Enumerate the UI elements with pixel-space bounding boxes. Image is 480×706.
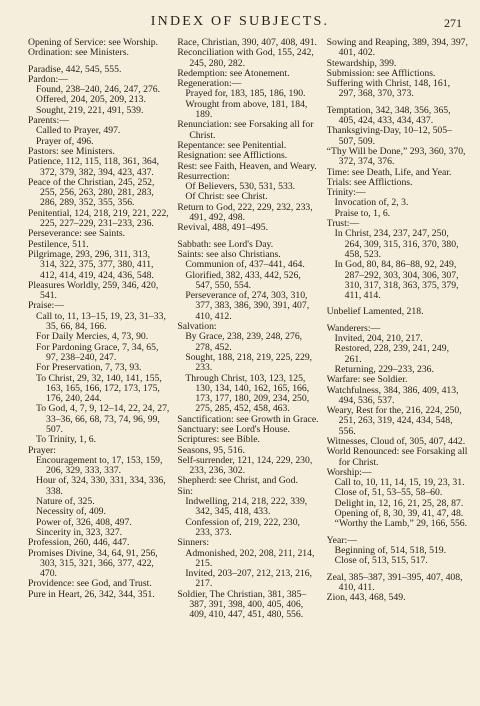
index-subentry: Indwelling, 214, 218, 222, 339, 342, 345, 418, 433. [185, 496, 308, 518]
index-subentry: Sought, 188, 218, 219, 225, 229, 233. [185, 351, 313, 374]
page-number: 271 [444, 16, 462, 30]
index-subentry: Perseverance of, 274, 303, 310, 377, 383, 386, 390, 391, 407, 410, 412. [185, 290, 310, 322]
index-entry: Worship:— [326, 466, 372, 478]
index-subentry: Delight in, 12, 16, 21, 25, 28, 87. [334, 497, 464, 509]
index-subentry: Opening of, 8, 30, 39, 41, 47, 48. [334, 508, 464, 520]
index-entry: Scriptures: see Bible. [177, 434, 260, 446]
index-entry: Return to God, 222, 229, 232, 233, 491, 492, 498. [177, 201, 313, 224]
index-subentry: Offered, 204, 205, 209, 213. [36, 94, 146, 106]
index-entry: Praise:— [28, 300, 65, 312]
index-entry: Zion, 443, 468, 549. [326, 592, 406, 604]
index-entry: Peace of the Christian, 245, 252, 255, 256, 263, 280, 281, 283, 286, 289, 352, 355, 356. [28, 176, 155, 209]
index-entry: Year:— [326, 534, 357, 546]
index-entry: Race, Christian, 390, 407, 408, 491. [177, 38, 317, 48]
index-column-1 [28, 38, 169, 702]
index-entry: Sanctification: see Growth in Grace. [177, 413, 319, 425]
running-header [0, 6, 480, 28]
index-entry: Paradise, 442, 545, 555. [28, 63, 122, 75]
index-subentry: Hour of, 324, 330, 331, 334, 336, 338. [36, 475, 166, 497]
index-entry: Redemption: see Atonement. [177, 67, 290, 79]
index-entry: Witnesses, Cloud of, 305, 407, 442. [326, 435, 466, 447]
index-entry: Promises Divine, 34, 64, 91, 256, 303, 315, 321, 366, 377, 422, 470. [28, 547, 158, 580]
index-subentry: Of Christ: see Christ. [185, 191, 268, 203]
index-subentry: Confession of, 219, 222, 230, 233, 373. [185, 516, 300, 538]
index-subentry: Sought, 219, 221, 491, 539. [36, 104, 144, 116]
index-subentry: Glorified, 382, 433, 442, 526, 547, 550, 554. [185, 269, 301, 291]
index-subentry: Call to, 11, 13–15, 19, 23, 31–33, 35, 66, 84, 166. [36, 310, 166, 333]
index-subentry: Praise to, 1, 6. [334, 207, 391, 219]
index-subentry: For Daily Mercies, 4, 73, 90. [36, 331, 149, 343]
index-entry: Providence: see God, and Trust. [28, 578, 152, 590]
index-subentry: Through Christ, 103, 123, 125, 130, 134, 140, 162, 165, 166, 173, 177, 180, 209, 234, 250, 275, 285, 452, 458, 463. [185, 372, 310, 415]
index-entry: Saints: see also Christians. [177, 248, 281, 260]
index-entry: Rest: see Faith, Heaven, and Weary. [177, 160, 317, 172]
index-entry: Pardon:— [28, 73, 68, 85]
index-entry: World Renounced: see Forsaking all for Christ. [326, 446, 468, 468]
index-subentry: To Trinity, 1, 6. [36, 434, 97, 446]
index-subentry: In God, 80, 84, 86–88, 92, 249, 287–292, 303, 304, 306, 307, 310, 317, 318, 363, 375, 379, 411, 414. [334, 259, 459, 302]
index-subentry: Prayed for, 183, 185, 186, 190. [185, 88, 306, 100]
index-entry: Sabbath: see Lord's Day. [177, 238, 274, 250]
index-column-2 [177, 38, 318, 702]
index-entry: Penitential, 124, 218, 219, 221, 222, 225, 227–229, 231–233, 236. [28, 207, 169, 230]
index-entry: Zeal, 385–387, 391–395, 407, 408, 410, 411. [326, 571, 463, 593]
index-entry: Parents:— [28, 115, 69, 127]
index-subentry: Wrought from above, 181, 184, 189. [185, 98, 308, 121]
index-entry: Pleasures Worldly, 259, 346, 420, 541. [28, 279, 159, 302]
index-entry: Trust:— [326, 218, 360, 230]
index-entry: Repentance: see Penitential. [177, 139, 287, 151]
page-title: INDEX OF SUBJECTS. [150, 14, 330, 29]
index-entry: Revival, 488, 491–495. [177, 222, 269, 234]
index-entry: Sinners: [177, 537, 210, 549]
index-subentry: To God, 4, 7, 9, 12–14, 22, 24, 27, 33–36, 66, 68, 73, 74, 96, 99, 507. [36, 403, 170, 435]
index-entry: Shepherd: see Christ, and God. [177, 475, 298, 487]
index-subentry: For Preservation, 7, 73, 93. [36, 362, 142, 374]
index-subentry: Power of, 326, 408, 497. [36, 516, 132, 528]
index-subentry: By Grace, 238, 239, 248, 276, 278, 452. [185, 331, 303, 353]
index-entry: Profession, 260, 446, 447. [28, 537, 130, 549]
index-subentry: Invocation of, 2, 3. [334, 197, 409, 209]
index-entry: Perseverance: see Saints. [28, 228, 126, 240]
index-entry: Time: see Death, Life, and Year. [326, 166, 452, 178]
index-entry: Unbelief Lamented, 218. [326, 306, 424, 318]
index-entry: Submission: see Afflictions. [326, 67, 436, 79]
index-subentry: Invited, 203–207, 212, 213, 216, 217. [185, 568, 313, 590]
index-entry: Prayer: [28, 444, 56, 456]
index-subentry: Invited, 204, 210, 217. [334, 333, 423, 345]
index-entry: Pastors: see Ministers. [28, 145, 115, 157]
index-subentry: In Christ, 234, 237, 247, 250, 264, 309, 315, 316, 370, 380, 458, 523. [334, 228, 459, 260]
index-entry: Reconciliation with God, 155, 242, 245, 280, 282. [177, 47, 314, 69]
index-entry: Resignation: see Afflictions. [177, 150, 288, 162]
index-entry: Renunciation: see Forsaking all for Christ. [177, 119, 314, 141]
index-entry: Regeneration:— [177, 78, 242, 90]
index-subentry: Sincerity in, 323, 327. [36, 526, 123, 538]
index-subentry: Found, 238–240, 246, 247, 276. [36, 84, 161, 96]
index-entry: Opening of Service: see Worship. [28, 38, 159, 48]
index-entry: Weary, Rest for the, 216, 224, 250, 251, 263, 319, 424, 434, 548, 556. [326, 405, 462, 437]
index-subentry: For Pardoning Grace, 7, 34, 65, 97, 238–240, 247. [36, 341, 159, 363]
index-entry: Sowing and Reaping, 389, 394, 397, 401, 402. [326, 38, 468, 59]
index-entry: Pure in Heart, 26, 342, 344, 351. [28, 588, 155, 600]
index-entry: Trials: see Afflictions. [326, 176, 413, 188]
index-subentry: Admonished, 202, 208, 211, 214, 215. [185, 547, 315, 569]
index-subentry: Returning, 229–233, 236. [334, 363, 434, 375]
index-subentry: Close of, 513, 515, 517. [334, 555, 428, 567]
index-entry: Sanctuary: see Lord's House. [177, 423, 290, 435]
index-subentry: Prayer of, 496. [36, 135, 94, 147]
index-subentry: “Worthy the Lamb,” 29, 166, 556. [334, 518, 468, 530]
index-entry: Self-surrender, 121, 124, 229, 230, 233, 236, 302. [177, 454, 313, 477]
index-entry: Temptation, 342, 348, 356, 365, 405, 424, 433, 434, 437. [326, 104, 451, 127]
index-subentry: Called to Prayer, 497. [36, 125, 121, 137]
index-entry: Ordination: see Ministers. [28, 47, 129, 59]
index-subentry: Nature of, 325. [36, 496, 95, 508]
index-entry: Watchfulness, 384, 386, 409, 413, 494, 536, 537. [326, 384, 459, 406]
index-entry: Stewardship, 399. [326, 57, 397, 69]
index-entry: Wanderers:— [326, 322, 381, 334]
index-entry: Pestilence, 511. [28, 238, 89, 250]
index-entry: Warfare: see Soldier. [326, 374, 408, 386]
index-entry: Thanksgiving-Day, 10–12, 505–507, 509. [326, 125, 452, 147]
index-entry: Patience, 112, 115, 118, 361, 364, 372, 379, 382, 394, 423, 437. [28, 156, 160, 178]
index-subentry: To Christ, 29, 32, 140, 141, 155, 163, 165, 166, 172, 173, 175, 176, 240, 244. [36, 372, 162, 405]
index-entry: Salvation: [177, 321, 217, 333]
index-entry: Suffering with Christ, 148, 161, 297, 368, 370, 373. [326, 78, 450, 100]
index-subentry: Encouragement to, 17, 153, 159, 206, 329, 333, 337. [36, 454, 163, 477]
index-subentry: Close of, 51, 53–55, 58–60. [334, 487, 443, 499]
index-column-3 [327, 38, 468, 702]
index-entry: Resurrection: [177, 170, 230, 182]
index-entry: Pilgrimage, 293, 296, 311, 313, 314, 322, 375, 377, 380, 411, 412, 414, 419, 424, 436, 548. [28, 248, 154, 281]
index-entry: Trinity:— [326, 187, 366, 199]
index-subentry: Necessity of, 409. [36, 506, 106, 518]
index-subentry: Of Believers, 530, 531, 533. [185, 181, 296, 193]
index-entry: Soldier, The Christian, 381, 385–387, 391, 398, 400, 405, 406, 409, 410, 447, 451, 480, 556. [177, 588, 307, 621]
index-entry: “Thy Will be Done,” 293, 360, 370, 372, 374, 376. [326, 145, 466, 168]
index-subentry: Restored, 228, 239, 241, 249, 261. [334, 343, 450, 365]
index-subentry: Communion of, 437–441, 464. [185, 259, 305, 271]
index-columns [28, 38, 468, 702]
index-entry: Seasons, 95, 516. [177, 444, 245, 456]
index-subentry: Call to, 10, 11, 14, 15, 19, 23, 31. [334, 477, 465, 489]
index-subentry: Beginning of, 514, 518, 519. [334, 544, 447, 556]
index-entry: Sin: [177, 485, 193, 497]
